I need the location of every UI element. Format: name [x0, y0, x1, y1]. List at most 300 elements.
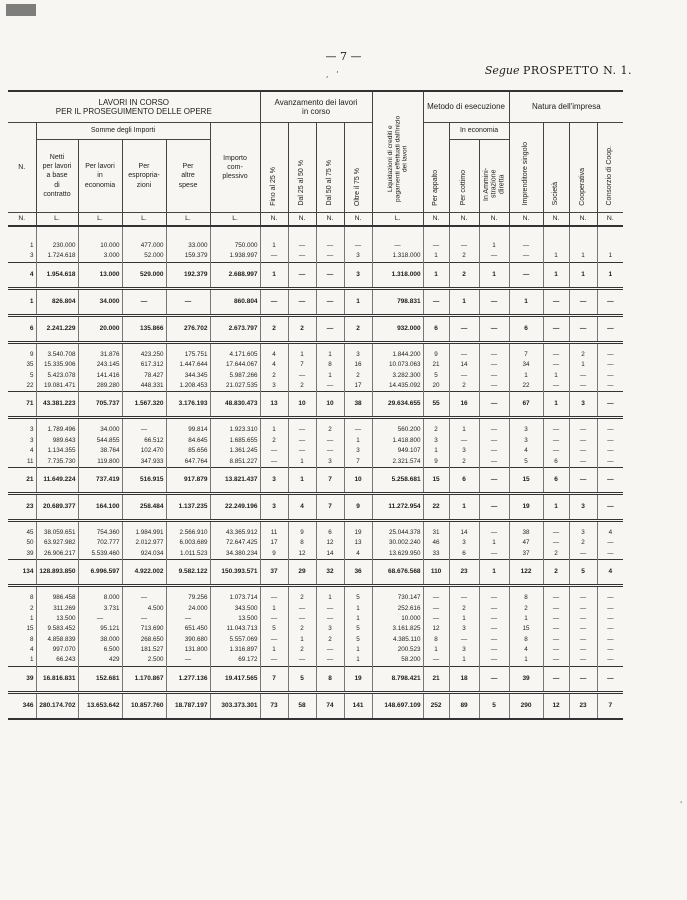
header-cooperativa-label: Cooperativa — [579, 167, 587, 206]
cell-o75 — [344, 586, 372, 594]
cell-o75: 4 — [344, 549, 372, 560]
cell-cot — [449, 226, 479, 241]
cell-f25: — — [260, 635, 288, 645]
cell-coop: — — [569, 655, 597, 666]
cell-d5075: 14 — [316, 549, 344, 560]
cell-altre: 159.379 — [166, 251, 210, 262]
cell-espr: 529.000 — [122, 262, 166, 288]
cell-app: 46 — [423, 538, 449, 548]
cell-app: 252 — [423, 692, 449, 719]
cell-soc: — — [543, 655, 569, 666]
cell-cot: 6 — [449, 467, 479, 493]
cell-d5075: — — [316, 241, 344, 251]
cell-o75 — [344, 520, 372, 528]
cell-d5075: 3 — [316, 624, 344, 634]
cell-espr: 924.034 — [122, 549, 166, 560]
cell-o75: 16 — [344, 360, 372, 370]
cell-liq: 30.002.240 — [372, 538, 423, 548]
cell-liq: 148.697.109 — [372, 692, 423, 719]
cell-o75: 1 — [344, 614, 372, 624]
header-cottimo-label: Per cottimo — [460, 170, 468, 206]
cell-imp: 48.830.473 — [210, 392, 260, 418]
cell-imp: 303.373.301 — [210, 692, 260, 719]
cell-imps: 1 — [509, 288, 543, 315]
cell-d5075: — — [316, 251, 344, 262]
cell-cons: — — [597, 288, 623, 315]
cell-cons: — — [607, 371, 614, 379]
cell-netti: 4.858.839 — [36, 635, 78, 645]
cell-app: 22 — [423, 493, 449, 520]
unit-cell: N. — [543, 213, 569, 227]
cell-cot: — — [449, 593, 479, 603]
cell-imp: 8.851.227 — [210, 457, 260, 468]
cell-d5075: 32 — [316, 560, 344, 586]
cell-econ — [78, 520, 122, 528]
cell-cons: — — [607, 549, 614, 557]
cell-altre: 99.814 — [166, 425, 210, 435]
cell-f25 — [260, 586, 288, 594]
cell-o75: 3 — [344, 251, 372, 262]
table-row — [8, 549, 623, 560]
cell-n: 3 — [8, 251, 36, 262]
cell-liq: 1.318.000 — [372, 251, 423, 262]
cell-soc: 1 — [543, 392, 569, 418]
cell-liq: 252.616 — [372, 603, 423, 613]
cell-o75: 17 — [344, 381, 372, 392]
cell-cot: 14 — [449, 360, 479, 370]
cell-cons — [597, 241, 623, 251]
cell-espr: 347.933 — [122, 457, 166, 468]
cell-soc — [543, 226, 569, 241]
cell-f25: 1 — [260, 425, 288, 435]
header-in-economia: In economia — [449, 123, 509, 140]
cell-f25: — — [260, 457, 288, 468]
cell-o75: 3 — [344, 350, 372, 360]
cell-espr: 66.512 — [122, 436, 166, 446]
cell-f25: 17 — [260, 538, 288, 548]
cell-imp: 13.821.437 — [210, 467, 260, 493]
total-row — [8, 666, 623, 692]
cell-imps: 37 — [509, 549, 543, 560]
cell-econ: 31.876 — [78, 350, 122, 360]
cell-netti: 311.269 — [36, 603, 78, 613]
cell-coop: 5 — [569, 560, 597, 586]
cell-econ: 8.000 — [78, 593, 122, 603]
cell-n: 50 — [8, 538, 36, 548]
header-societa-label: Società — [552, 182, 560, 206]
cell-imps: 22 — [509, 381, 543, 392]
cell-econ: 141.416 — [78, 371, 122, 381]
cell-imps: 15 — [509, 624, 543, 634]
header-avanzamento: Avanzamento dei lavori in corso — [260, 91, 372, 123]
header-appalto — [423, 123, 449, 213]
cell-altre: 175.751 — [166, 350, 210, 360]
cell-imp: 5.987.266 — [210, 371, 260, 381]
header-metodo: Metodo di esecuzione — [423, 91, 509, 123]
cell-amm: — — [479, 381, 509, 392]
cell-d5075: — — [316, 655, 344, 666]
cell-app: 21 — [423, 666, 449, 692]
cell-netti: 280.174.702 — [36, 692, 78, 719]
cell-liq: 3.161.825 — [372, 624, 423, 634]
cell-liq: 68.676.568 — [372, 560, 423, 586]
cell-app: 55 — [423, 392, 449, 418]
header-somme: Somme degli Importi — [36, 123, 210, 140]
cell-econ — [78, 342, 122, 350]
cell-econ: — — [78, 614, 122, 624]
cell-app: 12 — [423, 624, 449, 634]
cell-amm: — — [479, 624, 509, 634]
cell-f25: — — [260, 251, 288, 262]
cell-espr: 1.984.991 — [122, 528, 166, 538]
cell-n: 5 — [8, 371, 36, 381]
cell-imps — [509, 520, 543, 528]
header-50-75-label: Dal 50 al 75 % — [326, 160, 334, 206]
cell-app: 1 — [423, 262, 449, 288]
cell-d5075: 6 — [316, 528, 344, 538]
cell-altre: 85.656 — [166, 446, 210, 456]
cell-econ: 289.280 — [78, 381, 122, 392]
cell-espr: — — [122, 425, 166, 435]
cell-d2550: 58 — [288, 692, 316, 719]
cell-coop: — — [569, 436, 597, 446]
cell-liq: 798.831 — [372, 288, 423, 315]
cell-netti: 38.059.651 — [36, 528, 78, 538]
cell-soc: 6 — [543, 457, 569, 468]
cell-app: 6 — [423, 315, 449, 342]
cell-cons: — — [607, 604, 614, 612]
cell-soc: — — [543, 645, 569, 655]
cell-coop: 3 — [569, 493, 597, 520]
cell-econ: 164.100 — [78, 493, 122, 520]
cell-amm — [479, 586, 509, 594]
cell-coop: — — [569, 371, 597, 381]
cell-d5075: — — [316, 381, 344, 392]
cell-liq: 1.318.000 — [372, 262, 423, 288]
cell-f25: — — [260, 288, 288, 315]
header-25-50 — [288, 123, 316, 213]
cell-soc: — — [543, 603, 569, 613]
cell-d2550: 2 — [288, 645, 316, 655]
cell-soc — [543, 418, 569, 426]
cell-espr: 617.312 — [122, 360, 166, 370]
cell-d2550: 2 — [288, 381, 316, 392]
cell-econ — [78, 226, 122, 241]
cell-cons: — — [597, 392, 623, 418]
unit-cell: L. — [166, 213, 210, 227]
cell-altre: — — [166, 655, 210, 666]
cell-econ: 34.000 — [78, 288, 122, 315]
cell-n: 1 — [8, 655, 36, 666]
cell-cot: 1 — [449, 425, 479, 435]
cell-d5075: 1 — [316, 350, 344, 360]
cell-liq: 5.258.681 — [372, 467, 423, 493]
cell-d2550: 1 — [288, 467, 316, 493]
table-row — [8, 645, 623, 655]
cell-netti: 1.724.618 — [36, 251, 78, 262]
cell-altre: 3.176.193 — [166, 392, 210, 418]
cell-amm: 1 — [479, 560, 509, 586]
cell-amm — [479, 520, 509, 528]
cell-altre: 651.450 — [166, 624, 210, 634]
cell-netti: 20.689.377 — [36, 493, 78, 520]
cell-liq: 11.272.954 — [372, 493, 423, 520]
table-row — [8, 635, 623, 645]
cell-coop: — — [569, 666, 597, 692]
cell-cot: 3 — [449, 624, 479, 634]
cell-n: 3 — [8, 425, 36, 435]
table-row — [8, 614, 623, 624]
cell-d5075: — — [316, 262, 344, 288]
cell-d5075: — — [316, 315, 344, 342]
cell-coop — [569, 241, 597, 251]
cell-d2550: — — [288, 288, 316, 315]
cell-econ: 152.681 — [78, 666, 122, 692]
cell-liq: 25.044.378 — [372, 528, 423, 538]
cell-amm: — — [479, 493, 509, 520]
cell-econ: 38.764 — [78, 446, 122, 456]
cell-d5075: 8 — [316, 360, 344, 370]
cell-f25: 73 — [260, 692, 288, 719]
unit-cell: N. — [509, 213, 543, 227]
scan-mark: , ’ — [326, 70, 339, 79]
cell-n: 346 — [8, 692, 36, 719]
cell-espr: 2.012.977 — [122, 538, 166, 548]
cell-f25: 5 — [260, 624, 288, 634]
cell-imp: 69.172 — [210, 655, 260, 666]
cell-imps: 4 — [509, 645, 543, 655]
total-row — [8, 560, 623, 586]
cell-n: 4 — [8, 645, 36, 655]
cell-cons: — — [607, 539, 614, 547]
cell-espr: — — [122, 614, 166, 624]
table-body — [8, 226, 623, 719]
cell-soc: 1 — [543, 493, 569, 520]
cell-espr: 181.527 — [122, 645, 166, 655]
cell-imp: 72.647.425 — [210, 538, 260, 548]
cell-soc: — — [543, 315, 569, 342]
cell-f25 — [260, 520, 288, 528]
cell-n: 39 — [8, 666, 36, 692]
cell-imp: 1.316.897 — [210, 645, 260, 655]
cell-netti: 986.458 — [36, 593, 78, 603]
cell-f25: 2 — [260, 371, 288, 381]
cell-n: 9 — [8, 350, 36, 360]
unit-cell: N. — [344, 213, 372, 227]
cell-amm — [479, 342, 509, 350]
cell-cons: — — [597, 666, 623, 692]
cell-o75: 141 — [344, 692, 372, 719]
cell-econ: 34.000 — [78, 425, 122, 435]
cell-n: 2 — [8, 603, 36, 613]
cell-cot: — — [449, 371, 479, 381]
unit-cell: L. — [372, 213, 423, 227]
cell-f25 — [260, 342, 288, 350]
cell-soc: — — [543, 624, 569, 634]
cell-netti: 3.540.708 — [36, 350, 78, 360]
cell-imps: 2 — [509, 603, 543, 613]
cell-netti — [36, 342, 78, 350]
cell-coop: — — [569, 645, 597, 655]
cell-cot: 14 — [449, 528, 479, 538]
cell-liq: 200.523 — [372, 645, 423, 655]
cell-cons — [597, 226, 623, 241]
cell-liq: 949.107 — [372, 446, 423, 456]
table-row — [8, 538, 623, 548]
cell-f25: 13 — [260, 392, 288, 418]
cell-d5075: 3 — [316, 457, 344, 468]
cell-n — [8, 342, 36, 350]
cell-o75: 5 — [344, 593, 372, 603]
cell-liq: 2.321.574 — [372, 457, 423, 468]
cell-netti: 9.583.452 — [36, 624, 78, 634]
cell-altre: 2.566.910 — [166, 528, 210, 538]
cell-econ: 119.800 — [78, 457, 122, 468]
cell-imp: 343.500 — [210, 603, 260, 613]
cell-espr: 135.866 — [122, 315, 166, 342]
cell-o75 — [344, 418, 372, 426]
total-row — [8, 288, 623, 315]
cell-d2550: — — [288, 241, 316, 251]
page-number: — 7 — — [325, 50, 362, 63]
cell-netti: 128.893.850 — [36, 560, 78, 586]
cell-altre: 6.003.689 — [166, 538, 210, 548]
header-consorzio-label: Consorzio di Coop. — [606, 146, 614, 206]
cell-soc: — — [543, 360, 569, 370]
cell-amm: — — [479, 467, 509, 493]
cell-soc: 12 — [543, 692, 569, 719]
cell-imps — [509, 418, 543, 426]
cell-espr: 1.567.320 — [122, 392, 166, 418]
cell-imp: 150.393.571 — [210, 560, 260, 586]
cell-econ: 13.653.642 — [78, 692, 122, 719]
cell-imps: 1 — [509, 614, 543, 624]
header-appalto-label: Per appalto — [432, 169, 440, 206]
cell-imps: 290 — [509, 692, 543, 719]
cell-coop: 2 — [569, 538, 597, 548]
cell-o75: 38 — [344, 392, 372, 418]
cell-o75 — [344, 342, 372, 350]
cell-liq: 58.200 — [372, 655, 423, 666]
cell-coop — [569, 418, 597, 426]
cell-f25: 9 — [260, 549, 288, 560]
cell-netti — [36, 520, 78, 528]
cell-imp — [210, 418, 260, 426]
cell-econ: 737.419 — [78, 467, 122, 493]
cell-app: 110 — [423, 560, 449, 586]
cell-coop: — — [569, 457, 597, 468]
cell-imp: 13.500 — [210, 614, 260, 624]
cell-imps: 8 — [509, 593, 543, 603]
cell-netti: 11.649.224 — [36, 467, 78, 493]
cell-d2550: — — [288, 614, 316, 624]
cell-o75: 5 — [344, 624, 372, 634]
cell-imps: 34 — [509, 360, 543, 370]
cell-coop: 1 — [569, 262, 597, 288]
cell-altre: 9.582.122 — [166, 560, 210, 586]
cell-f25: — — [260, 446, 288, 456]
cell-imps — [509, 226, 543, 241]
cell-f25: 3 — [260, 381, 288, 392]
cell-altre: 1.447.644 — [166, 360, 210, 370]
cell-n: 1 — [8, 614, 36, 624]
cell-altre — [166, 226, 210, 241]
cell-espr: 102.470 — [122, 446, 166, 456]
header-cottimo — [449, 140, 479, 213]
cell-econ: 544.855 — [78, 436, 122, 446]
cell-app: 21 — [423, 360, 449, 370]
cell-imps: 8 — [509, 635, 543, 645]
cell-f25: — — [260, 593, 288, 603]
cell-o75: 1 — [344, 645, 372, 655]
cell-n — [8, 418, 36, 426]
cell-f25: 11 — [260, 528, 288, 538]
cell-cons: — — [607, 447, 614, 455]
cell-cot: 18 — [449, 666, 479, 692]
cell-amm: — — [479, 446, 509, 456]
cell-liq: 1.844.200 — [372, 350, 423, 360]
cell-liq: — — [372, 241, 423, 251]
cell-imp: 17.644.067 — [210, 360, 260, 370]
total-row — [8, 262, 623, 288]
cell-imp: 43.365.912 — [210, 528, 260, 538]
cell-soc: — — [543, 436, 569, 446]
cell-app: 3 — [423, 436, 449, 446]
cell-amm: — — [479, 371, 509, 381]
table-row — [8, 251, 623, 262]
cell-espr: 1.170.867 — [122, 666, 166, 692]
cell-amm: 1 — [479, 538, 509, 548]
cell-netti: 997.070 — [36, 645, 78, 655]
cell-altre: 79.256 — [166, 593, 210, 603]
cell-coop: — — [569, 603, 597, 613]
cell-altre: 276.702 — [166, 315, 210, 342]
continuation-header — [485, 64, 632, 77]
cell-imps: 38 — [509, 528, 543, 538]
total-row — [8, 392, 623, 418]
cell-netti: 16.816.831 — [36, 666, 78, 692]
cell-app: 9 — [423, 457, 449, 468]
table-row — [8, 457, 623, 468]
cell-coop: — — [569, 614, 597, 624]
cell-amm: — — [479, 425, 509, 435]
cell-imps: — — [509, 251, 543, 262]
cell-d2550: 1 — [288, 350, 316, 360]
spacer-row — [8, 418, 623, 426]
cell-cot: 1 — [449, 614, 479, 624]
cell-cot — [449, 342, 479, 350]
cell-cot: 89 — [449, 692, 479, 719]
cell-n: 71 — [8, 392, 36, 418]
cell-d2550: 2 — [288, 624, 316, 634]
cell-econ: 243.145 — [78, 360, 122, 370]
cell-soc — [543, 241, 569, 251]
cell-imp: 11.043.713 — [210, 624, 260, 634]
cell-altre — [166, 586, 210, 594]
cell-soc: 2 — [543, 549, 569, 560]
cell-econ: 20.000 — [78, 315, 122, 342]
cell-cons: — — [607, 594, 614, 602]
cell-econ: 702.777 — [78, 538, 122, 548]
cell-imps: 39 — [509, 666, 543, 692]
cell-espr: 423.250 — [122, 350, 166, 360]
cell-altre: 192.379 — [166, 262, 210, 288]
cell-cons: — — [607, 646, 614, 654]
cell-n: 15 — [8, 624, 36, 634]
cell-coop: 23 — [569, 692, 597, 719]
cell-imps: 3 — [509, 436, 543, 446]
cell-netti: 2.241.229 — [36, 315, 78, 342]
